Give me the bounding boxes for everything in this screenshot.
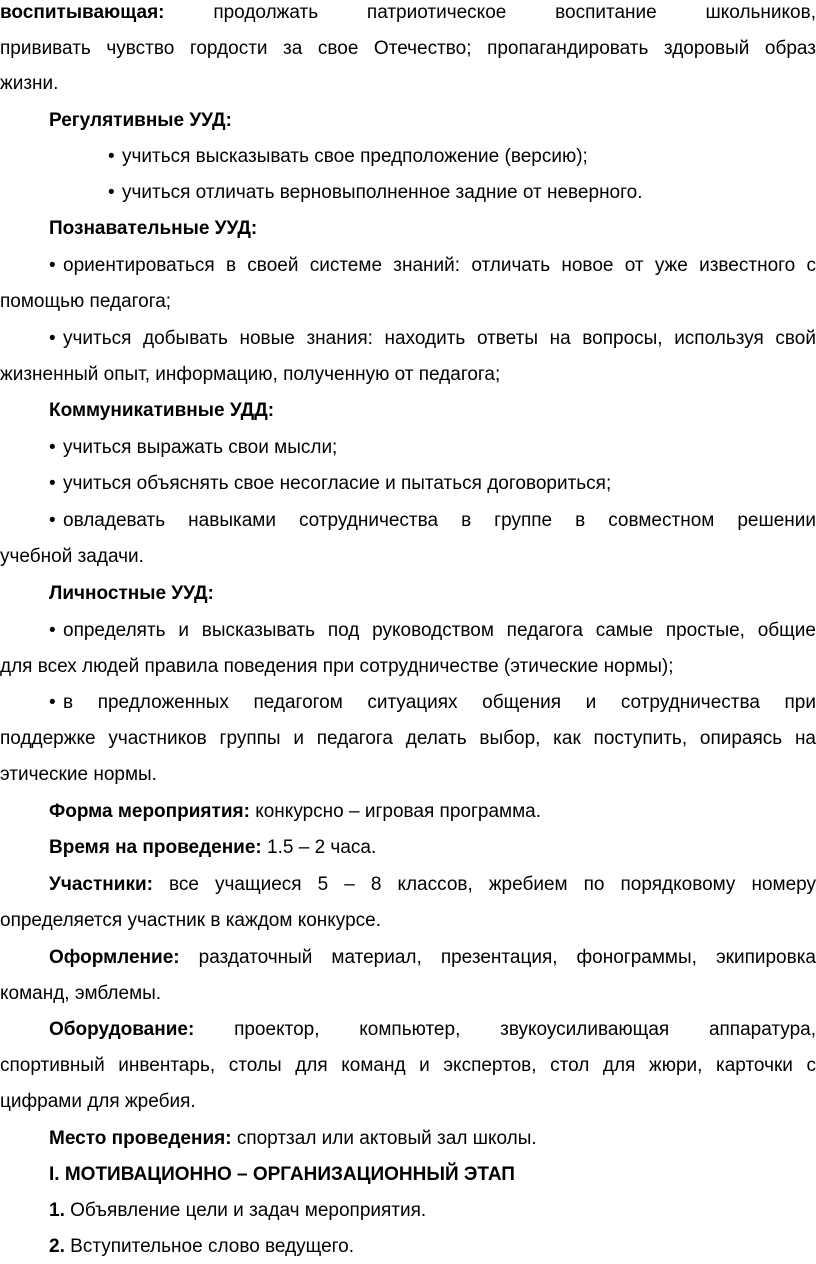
bold-label: Место проведения: [49,1128,232,1149]
text-line: этические нормы. [0,764,157,785]
list-item: • в предложенных педагогом ситуациях общения и сотрудничества при [0,686,816,720]
bullet-icon: • [49,437,56,458]
text-line: Время на проведение: 1.5 – 2 часа. [49,837,377,858]
list-item: • учиться отличать верновыполненное задние от неверного. [0,176,816,210]
text-line: Форма мероприятия: конкурсно – игровая программа. [49,801,542,822]
text-line: Участники: все учащиеся 5 – 8 классов, жребием по порядковому номеру [49,874,816,895]
text-line: Оборудование: проектор, компьютер, звукоусиливающая аппаратура, [49,1019,816,1040]
bullet-icon: • [108,182,115,203]
text-line: прививать чувство гордости за свое Отечество; пропагандировать здоровый образ [0,38,816,59]
bullet-icon: • [108,146,115,167]
text-line: воспитывающая: продолжать патриотическое воспитание школьников, [0,2,816,23]
text-line: Оформление: раздаточный материал, презентация, фонограммы, экипировка [49,947,816,968]
bold-label: Участники: [49,874,153,895]
section-heading: Познавательные УУД: [49,218,258,239]
text-line: жизни. [0,73,59,94]
list-item: • ориентироваться в своей системе знаний: отличать новое от уже известного с [0,249,816,283]
bold-label: воспитывающая: [0,2,165,23]
text-line: спортивный инвентарь, столы для команд и экспертов, стол для жюри, карточки с [0,1055,816,1076]
text-line: цифрами для жребия. [0,1091,196,1112]
text-line: учебной задачи. [0,546,144,567]
bullet-icon: • [49,510,56,531]
list-item: • учиться выражать свои мысли; [0,431,816,465]
section-heading: Регулятивные УУД: [49,110,232,131]
section-heading: Личностные УУД: [49,583,214,604]
list-item: • учиться добывать новые знания: находить ответы на вопросы, используя свой [0,322,816,356]
numbered-item: 2. Вступительное слово ведущего. [49,1236,354,1257]
numbered-item: 1. Объявление цели и задач мероприятия. [49,1200,427,1221]
bold-label: Форма мероприятия: [49,801,250,822]
bullet-icon: • [49,328,56,349]
bullet-icon: • [49,692,56,713]
bold-label: Время на проведение: [49,837,262,858]
list-item: • определять и высказывать под руководством педагога самые простые, общие [0,614,816,648]
text-line: Место проведения: спортзал или актовый зал школы. [49,1128,537,1149]
list-item: • учиться высказывать свое предположение (версию); [0,140,816,174]
text-line: поддержке участников группы и педагога делать выбор, как поступить, опираясь на [0,728,816,749]
bold-label: Оборудование: [49,1019,195,1040]
bullet-icon: • [49,473,56,494]
list-item: • учиться объяснять свое несогласие и пытаться договориться; [0,467,816,501]
bold-label: Оформление: [49,947,180,968]
stage-heading: I. МОТИВАЦИОННО – ОРГАНИЗАЦИОННЫЙ ЭТАП [49,1164,515,1185]
section-heading: Коммуникативные УДД: [49,400,275,421]
text-line: определяется участник в каждом конкурсе. [0,910,382,931]
text-line: для всех людей правила поведения при сотрудничестве (этические нормы); [0,656,674,677]
text-line: помощью педагога; [0,291,172,312]
list-item: • овладевать навыками сотрудничества в группе в совместном решении [0,504,816,538]
text-line: жизненный опыт, информацию, полученную от педагога; [0,364,501,385]
bullet-icon: • [49,620,56,641]
text-line: команд, эмблемы. [0,983,162,1004]
bullet-icon: • [49,255,56,276]
